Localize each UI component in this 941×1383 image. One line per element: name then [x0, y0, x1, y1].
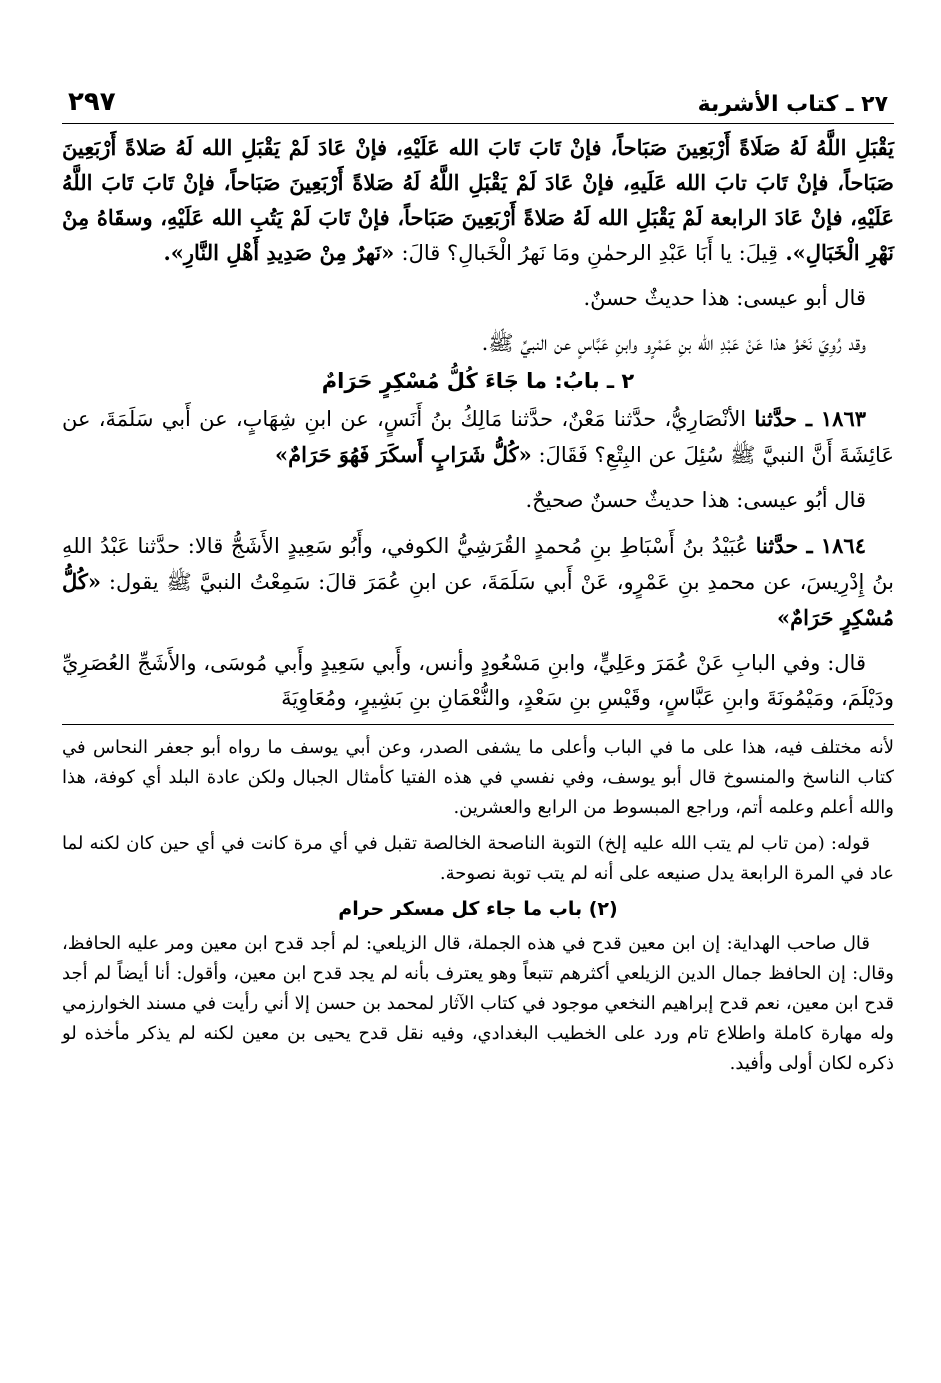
fil-bab-note: قال: وفي البابِ عَنْ عُمَرَ وعَلِيٍّ، وابنِ مَسْعُودٍ وأنس، وأَبي سَعِيدٍ وأَبي مُوسَى، والأَشَجِّ العُصَرِيِّ ودَيْلَمَ، ومَيْمُونَةَ وابنِ عَبَّاسٍ، وقَيْسِ بنِ سَعْدٍ، والنُّعْمَانِ بنِ بَشِيرٍ، ومُعَاوِيَةَ — [62, 651, 894, 710]
footnotes — [62, 733, 894, 1079]
bab-2-heading: ٢ ـ بابُ: ما جَاءَ كُلُّ مُسْكِرٍ حَرَامٌ — [321, 369, 635, 393]
hadith-1864 — [62, 528, 894, 636]
main-text — [62, 124, 894, 716]
abu-isa-comment-1: قال أبو عيسى: هذا حديثٌ حسنٌ. — [583, 286, 866, 310]
hadith-1863 — [62, 401, 894, 473]
hadith-1864-text: عُبَيْدُ بنُ أَسْبَاطِ بنِ مُحمدٍ القُرَشِيُّ الكوفي، وأَبُو سَعِيدٍ الأَشَجُّ قالا: حدَّثنا عَبْدُ اللهِ بنُ إِدْرِيسَ، عن محمدِ بنِ عَمْرٍو، عَنْ أَبي سَلَمَةَ، عن ابنِ عُمَرَ قالَ: سَمِعْتُ النبيَّ ﷺ يقول: — [62, 534, 894, 594]
hadith-continuation — [62, 130, 894, 271]
footnote-bab-heading: (٢) باب ما جاء كل مسكر حرام — [338, 898, 618, 920]
chapter-title: ٢٧ ـ كتاب الأشربة — [697, 92, 888, 117]
page-header — [62, 80, 894, 124]
page-number: ٢٩٧ — [68, 87, 116, 117]
abu-isa-comment-2: قال أبُو عيسى: هذا حديثٌ حسنٌ صحيحٌ. — [525, 488, 866, 512]
footnote-1: لأنه مختلف فيه، هذا على ما في الباب وأعلى ما يشفى الصدر، وعن أبي يوسف ما رواه أبو جعفر النحاس في كتاب الناسخ والمنسوخ قال أبو يوسف، وفي نفسي في هذه الفتيا كأمثال الجبال ولكن عادة البلد أي كوفة، هذا والله أعلم وعلمه أتم، وراجع المبسوط من الرابع والعشرين. — [62, 737, 894, 818]
hadith-continuation-text: يَقْبَلِ اللَّهُ لَهُ صَلَاةً أَرْبَعِينَ صَبَاحاً، فإنْ تَابَ تَابَ الله عَلَيْهِ، فإنْ عَادَ لَمْ يَقْبَلِ الله لَهُ صَلاةً أَرْبَعِينَ صَبَاحاً، فإنْ تَابَ تابَ الله عَلَيهِ، فإنْ عَادَ لَمْ يَقْبَلِ اللَّهُ لَهُ صَلاةً أَرْبَعِينَ صَبَاحاً، فإنْ تَابَ تَابَ اللَّهُ عَلَيْهِ، فإنْ عَادَ الرابعة لَمْ يَقْبَلِ الله لَهُ صَلاةً أَرْبَعِينَ صَبَاحاً، فإنْ تَابَ لَمْ يَتُبِ الله عَلَيْهِ، وسقَاهُ مِنْ نَهْرِ الْخَبَالِ». — [62, 135, 894, 265]
book-page — [62, 80, 894, 1079]
answer-text: «نَهرٌ مِنْ صَدِيدِ أَهْلِ النَّارِ». — [163, 240, 395, 265]
footnote-divider — [62, 724, 894, 725]
hadith-1864-quote: «كُلُّ مُسْكِرٍ حَرَامٌ» — [62, 569, 894, 630]
hadith-1863-quote: «كُلُّ شَرَابٍ أَسكَرَ فَهُوَ حَرَامٌ» — [275, 442, 532, 467]
riwaya-note: وقد رُوِيَ نَحْوُ هذا عَنْ عَبْدِ الله بنِ عَمْرٍو وابنِ عَبَّاسٍ عن النبيِّ ﷺ. — [481, 331, 866, 355]
footnote-2: قوله: (من تاب لم يتب الله عليه إلخ) التوبة الناصحة الخالصة تقبل في أي مرة كانت في أي حين كان لكنه لما عاد في المرة الرابعة يدل صنيعه على أنه لم يتب توبة نصوحة. — [62, 833, 894, 884]
hadith-1863-number: ١٨٦٣ ـ حدَّثنا — [754, 406, 867, 431]
question-text: قِيلَ: يا أَبَا عَبْدِ الرحمٰنِ ومَا نَهرُ الْخَبالِ؟ قالَ: — [401, 241, 779, 265]
footnote-3: قال صاحب الهداية: إن ابن معين قدح في هذه الجملة، قال الزيلعي: لم أجد قدح ابن معين ومر عليه الحافظ، وقال: إن الحافظ جمال الدين الزيلعي أكثرهم تتبعاً وهو يعترف بأنه لم يجد قدح ابن معين، وأقول: أنا أيضاً لم أجد قدح ابن معين، نعم قدح إبراهيم النخعي موجود في كتاب الآثار لمحمد بن حسن إلا أني رأيت في مسند الخوارزمي وله مهارة كاملة واطلاع تام ورد على الخطيب البغدادي، وفيه نقل قدح يحيى بن معين لكنه لم يذكر مأخذه لو ذكره لكان أولى وأفيد. — [62, 933, 894, 1074]
hadith-1863-text: الأنْصَارِيُّ، حدَّثنا مَعْنٌ، حدَّثنا مَالِكُ بنُ أَنَسٍ، عن ابنِ شِهَابٍ، عن أَبي سَلَمَةَ، عن عَائِشَةَ أَنَّ النبيَّ ﷺ سُئِلَ عن البِتْعِ؟ فَقَالَ: — [62, 407, 894, 467]
hadith-1864-number: ١٨٦٤ ـ حدَّثنا — [755, 533, 866, 558]
